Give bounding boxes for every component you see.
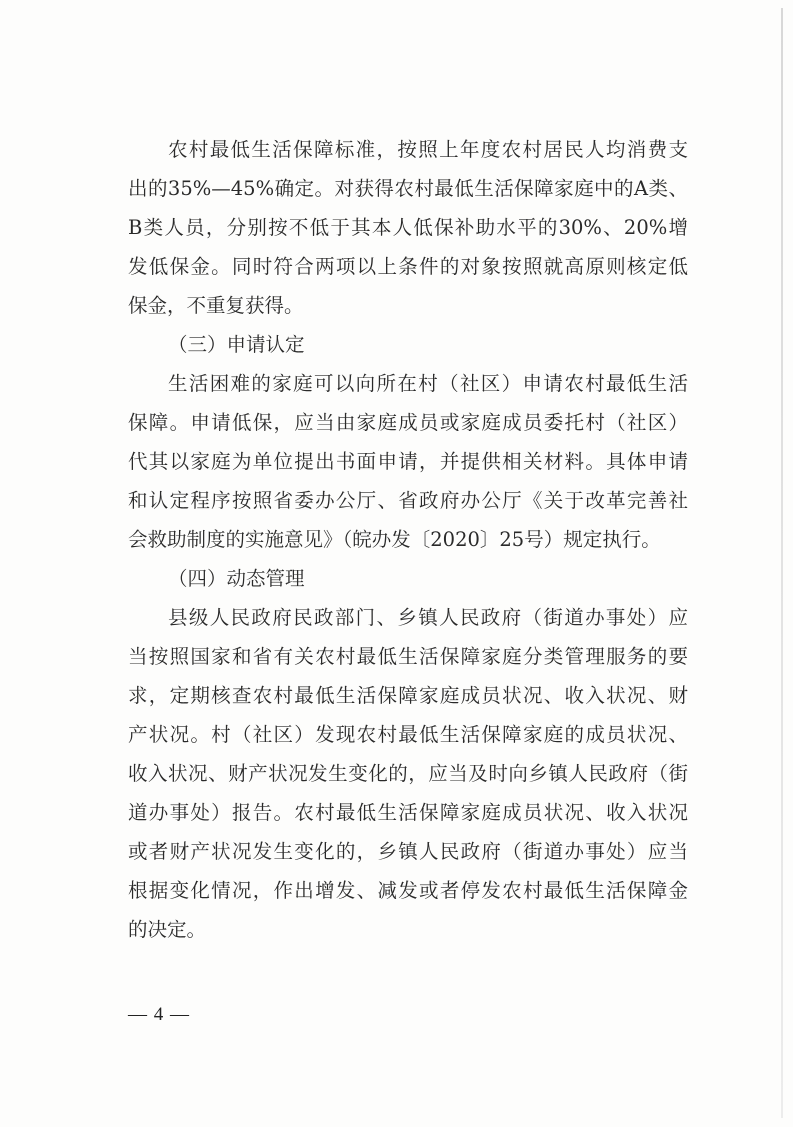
scan-edge-line — [781, 8, 783, 1118]
text-line: 代其以家庭为单位提出书面申请，并提供相关材料。具体申请 — [128, 450, 688, 473]
text-line: 当按照国家和省有关农村最低生活保障家庭分类管理服务的要 — [128, 645, 688, 668]
text-line: 发低保金。同时符合两项以上条件的对象按照就高原则核定低 — [128, 255, 688, 278]
text-line: 生活困难的家庭可以向所在村（社区）申请农村最低生活 — [168, 372, 688, 395]
section-heading-apply: （三）申请认定 — [168, 333, 305, 356]
text-line: 出的35%—45%确定。对获得农村最低生活保障家庭中的A类、 — [128, 177, 688, 200]
section-heading-dynamic-management: （四）动态管理 — [168, 567, 305, 590]
text-line: B类人员，分别按不低于其本人低保补助水平的30%、20%增 — [128, 216, 688, 239]
text-line: 产状况。村（社区）发现农村最低生活保障家庭的成员状况、 — [128, 723, 688, 746]
text-line: 收入状况、财产状况发生变化的，应当及时向乡镇人民政府（街 — [128, 762, 688, 785]
text-line: 或者财产状况发生变化的，乡镇人民政府（街道办事处）应当 — [128, 840, 688, 863]
page-number: — 4 — — [128, 1004, 190, 1025]
text-line: 农村最低生活保障标准，按照上年度农村居民人均消费支 — [168, 138, 688, 161]
text-line: 保金，不重复获得。 — [128, 294, 304, 317]
text-line: 根据变化情况，作出增发、减发或者停发农村最低生活保障金 — [128, 879, 688, 902]
text-line: 的决定。 — [128, 918, 207, 941]
text-line: 和认定程序按照省委办公厅、省政府办公厅《关于改革完善社 — [128, 489, 688, 512]
text-line: 保障。申请低保，应当由家庭成员或家庭成员委托村（社区） — [128, 411, 688, 434]
document-body — [128, 130, 688, 949]
text-line: 会救助制度的实施意见》（皖办发〔2020〕25号）规定执行。 — [128, 528, 661, 551]
text-line: 求，定期核查农村最低生活保障家庭成员状况、收入状况、财 — [128, 684, 688, 707]
text-line: 县级人民政府民政部门、乡镇人民政府（街道办事处）应 — [168, 606, 688, 629]
text-line: 道办事处）报告。农村最低生活保障家庭成员状况、收入状况 — [128, 801, 688, 824]
